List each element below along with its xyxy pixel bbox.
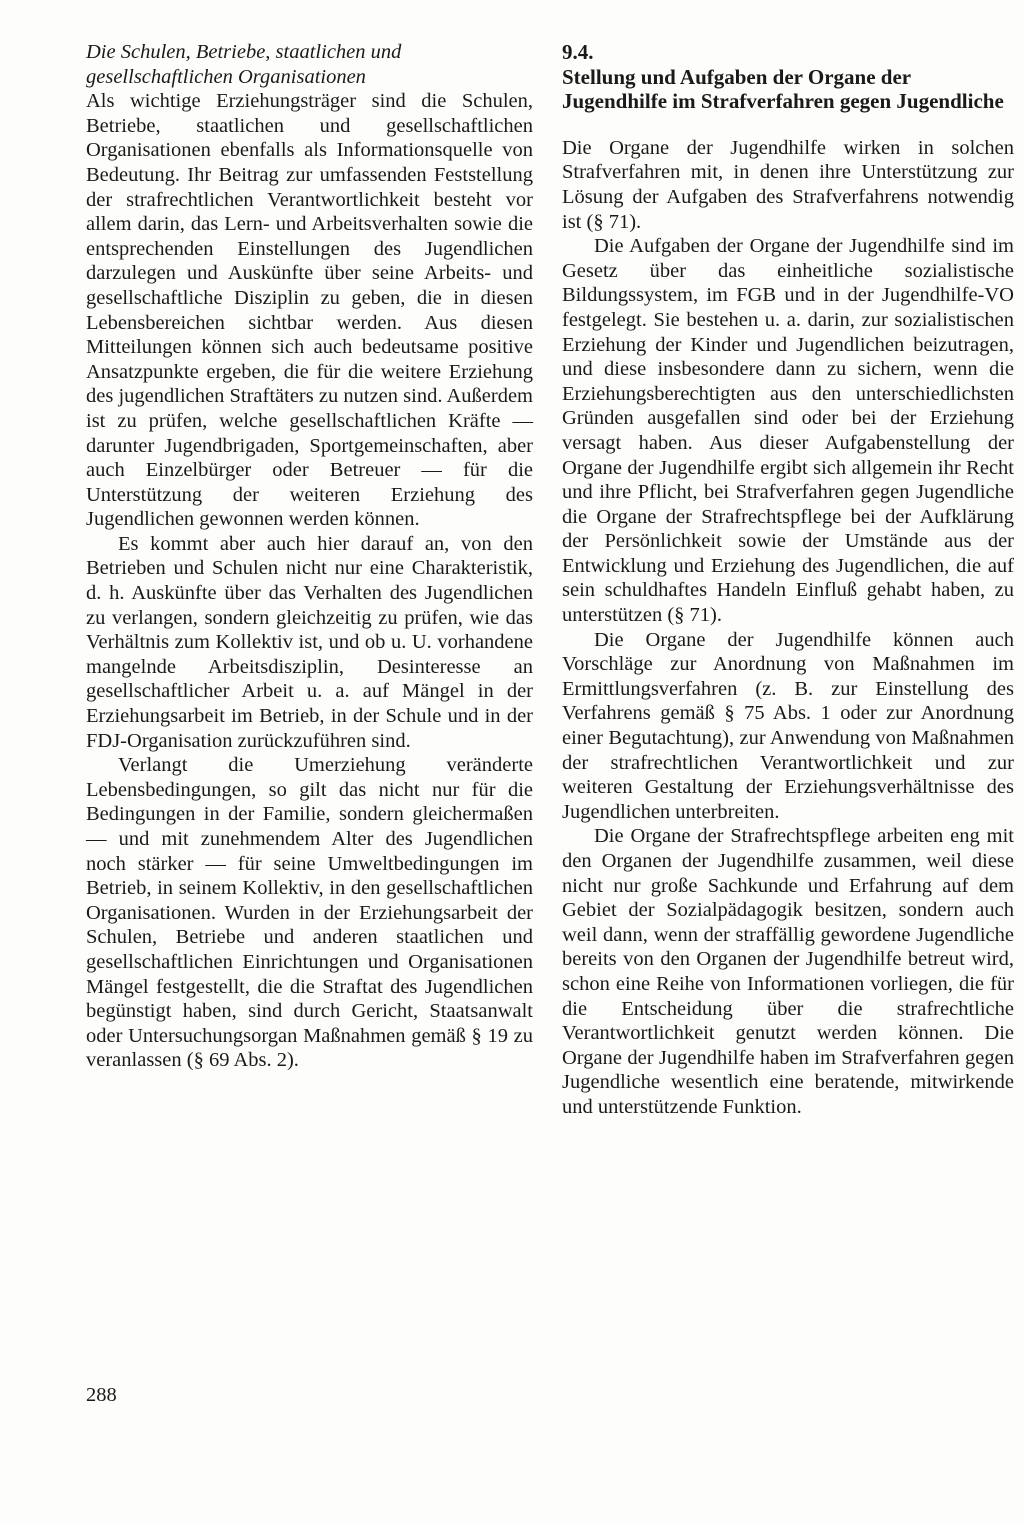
section-number: 9.4.	[562, 40, 594, 64]
page-number: 288	[86, 1384, 117, 1406]
right-column	[562, 40, 1014, 1120]
paragraph: Verlangt die Umerziehung veränderte Lebensbedingungen, so gilt das nicht nur für die Bedingungen in der Familie, sondern gleichermaßen — und mit zunehmendem Alter des Jugendlichen noch stärker — für seine Umweltbedingungen im Betrieb, in seinem Kollektiv, in den gesellschaftlichen Organisationen. Wurden in der Erziehungsarbeit der Schulen, Betriebe und anderen staatlichen und gesellschaftlichen Einrichtungen und Organisationen Mängel festgestellt, die die Straftat des Jugendlichen begünstigt haben, sind durch Gericht, Staatsanwalt oder Untersuchungsorgan Maßnahmen gemäß § 19 zu veranlassen (§ 69 Abs. 2).	[86, 754, 533, 1072]
left-column	[86, 40, 533, 1073]
paragraph: Die Organe der Strafrechtspflege arbeiten eng mit den Organen der Jugendhilfe zusammen, weil diese nicht nur große Sachkunde und Erfahrung auf dem Gebiet der Sozialpädagogik besitzen, sondern auch weil dann, wenn der straffällig gewordene Jugendliche bereits von den Organen der Jugendhilfe betreut wird, schon eine Reihe von Informationen vorliegen, die für die Entscheidung über die strafrechtliche Verantwortlichkeit genutzt werden können. Die Organe der Jugendhilfe haben im Strafverfahren gegen Jugendliche wesentlich eine beratende, mitwirkende und unterstützende Funktion.	[562, 825, 1014, 1118]
paragraph: Es kommt aber auch hier darauf an, von den Betrieben und Schulen nicht nur eine Charakteristik, d. h. Auskünfte über das Verhalten des Jugendlichen zu verlangen, sondern gleichzeitig zu prüfen, wie das Verhältnis zum Kollektiv ist, und ob u. U. vorhandene mangelnde Arbeitsdisziplin, Desinteresse an gesellschaftlicher Arbeit u. a. auf Mängel in der Erziehungsarbeit im Betrieb, in der Schule und in der FDJ-Organisation zurückzuführen sind.	[86, 532, 533, 752]
section-title: Stellung und Aufgaben der Organe der Jugendhilfe im Strafverfahren gegen Jugendliche	[562, 64, 1004, 114]
paragraph: Die Aufgaben der Organe der Jugendhilfe sind im Gesetz über das einheitliche sozialistische Bildungssystem, im FGB und in der Jugendhilfe-VO festgelegt. Sie bestehen u. a. darin, zur sozialistischen Erziehung der Kinder und Jugendlichen beizutragen, und diese insbesondere dann zu sichern, wenn die Erziehungsberechtigten aus den unterschiedlichsten Gründen ausgefallen sind oder bei der Erziehung versagt haben. Aus dieser Aufgabenstellung der Organe der Jugendhilfe ergibt sich allgemein ihr Recht und ihre Pflicht, bei Strafverfahren gegen Jugendliche die Organe der Strafrechtspflege bei der Aufklärung der Persönlichkeit sowie der Umstände aus der Entwicklung und Erziehung des Jugendlichen, die auf sein schuldhaftes Handeln Einfluß gehabt haben, zu unterstützen (§ 71).	[562, 235, 1014, 627]
paragraph: Als wichtige Erziehungsträger sind die Schulen, Betriebe, staatlichen und gesellschaftlichen Organisationen ebenfalls als Informationsquelle von Bedeutung. Ihr Beitrag zur umfassenden Feststellung der strafrechtlichen Verantwortlichkeit besteht vor allem darin, das Lern- und Arbeitsverhalten sowie die entsprechenden Einstellungen des Jugendlichen darzulegen und Auskünfte über seine Arbeits- und gesellschaftliche Disziplin zu geben, die in diesen Lebensbereichen sichtbar werden. Aus diesen Mitteilungen können sich auch bedeutsame positive Ansatzpunkte ergeben, die für die weitere Erziehung des jugendlichen Straftäters zu nutzen sind. Außerdem ist zu prüfen, welche gesellschaftlichen Kräfte — darunter Jugendbrigaden, Sportgemeinschaften, aber auch Einzelbürger oder Betreuer — für die Unterstützung der weiteren Erziehung des Jugendlichen gewonnen werden können.	[86, 90, 533, 531]
paragraph: Die Organe der Jugendhilfe wirken in solchen Strafverfahren mit, in denen ihre Unterstützung zur Lösung der Aufgaben des Strafverfahrens notwendig ist (§ 71).	[562, 136, 1014, 233]
subheading: Die Schulen, Betriebe, staatlichen und gesellschaftlichen Organisationen	[86, 41, 402, 88]
paragraph: Die Organe der Jugendhilfe können auch Vorschläge zur Anordnung von Maßnahmen im Ermittlungsverfahren (z. B. zur Einstellung des Verfahrens gemäß § 75 Abs. 1 oder zur Anordnung einer Begutachtung), zur Anwendung von Maßnahmen der strafrechtlichen Verantwortlichkeit und zur weiteren Gestaltung der Erziehungsverhältnisse des Jugendlichen unterbreiten.	[562, 628, 1014, 823]
